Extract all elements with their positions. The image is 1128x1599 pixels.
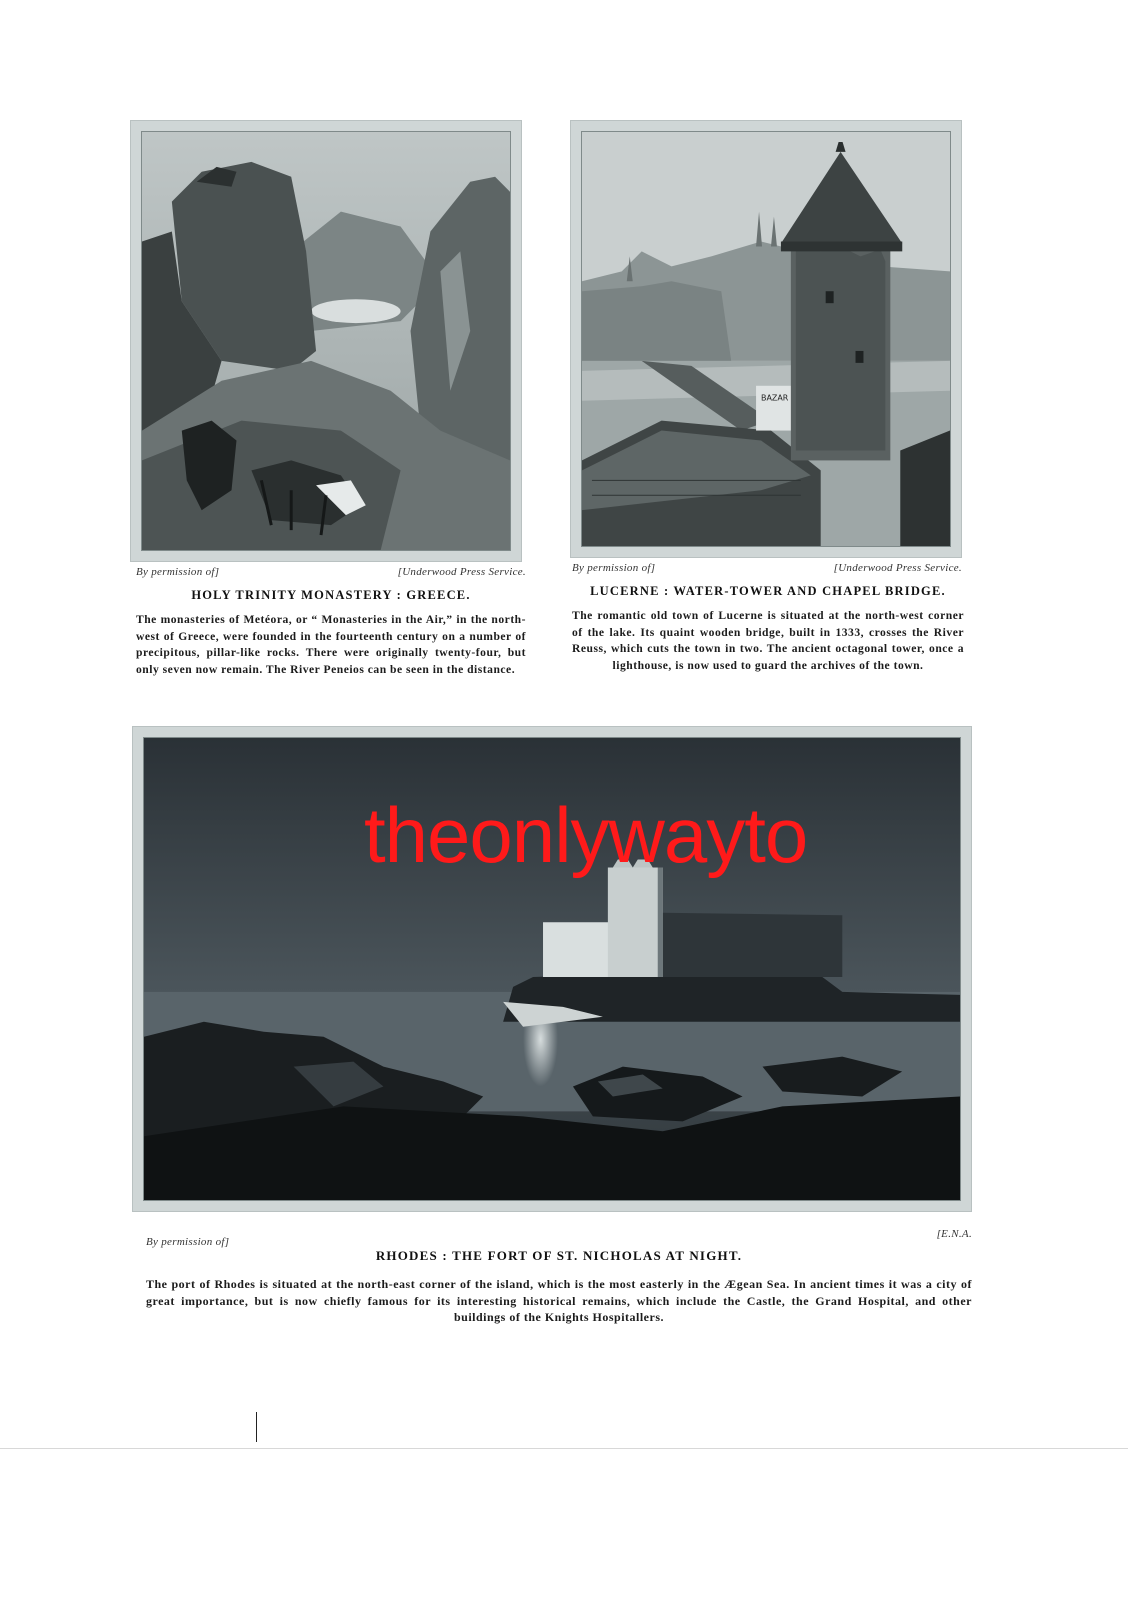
- margin-mark: [256, 1412, 257, 1442]
- watermark-text: theonlywayto: [364, 791, 808, 879]
- photo-credit-left: By permission of]: [572, 562, 656, 574]
- caption-body: The port of Rhodes is situated at the north-east corner of the island, which is the most easterly in the Ægean Sea. In ancient times it was a city of great importance, but is now chiefly famous for its interesting historical remains, which include the Castle, the Grand Hospital, and other buildings of the Knights Hospitallers.: [146, 1277, 972, 1324]
- photo-lucerne-water-tower: [581, 131, 951, 547]
- photo-meteora-monastery: [141, 131, 511, 551]
- photo-credit-left: By permission of]: [136, 566, 220, 578]
- bazar-sign: BAZAR: [761, 393, 789, 403]
- photo-credit-right: [Underwood Press Service.: [833, 562, 962, 574]
- caption-title: HOLY TRINITY MONASTERY : GREECE.: [191, 588, 471, 602]
- photo-credit-right: [Underwood Press Service.: [397, 566, 526, 578]
- photo-frame-meteora: [130, 120, 522, 562]
- caption-title: RHODES : THE FORT OF ST. NICHOLAS AT NIGHT.: [375, 1248, 743, 1263]
- photo-credit-left: By permission of]: [146, 1236, 230, 1248]
- photo-credit-right: [E.N.A.: [936, 1228, 972, 1240]
- photo-frame-lucerne: [570, 120, 962, 558]
- caption-body: The monasteries of Metéora, or “ Monasteries in the Air,” in the north-west of Greece, were founded in the fourteenth century on a number of precipitous, pillar-like rocks. There were originally twenty-four, but only seven now remain. The River Peneios can be seen in the distance.: [136, 613, 526, 676]
- caption-title: LUCERNE : WATER-TOWER AND CHAPEL BRIDGE.: [590, 584, 946, 598]
- caption-body: The romantic old town of Lucerne is situated at the north-west corner of the lake. Its quaint wooden bridge, built in 1333, crosses the River Reuss, which cuts the town in two. The ancient octagonal tower, once a lighthouse, is now used to guard the archives of the town.: [572, 609, 964, 672]
